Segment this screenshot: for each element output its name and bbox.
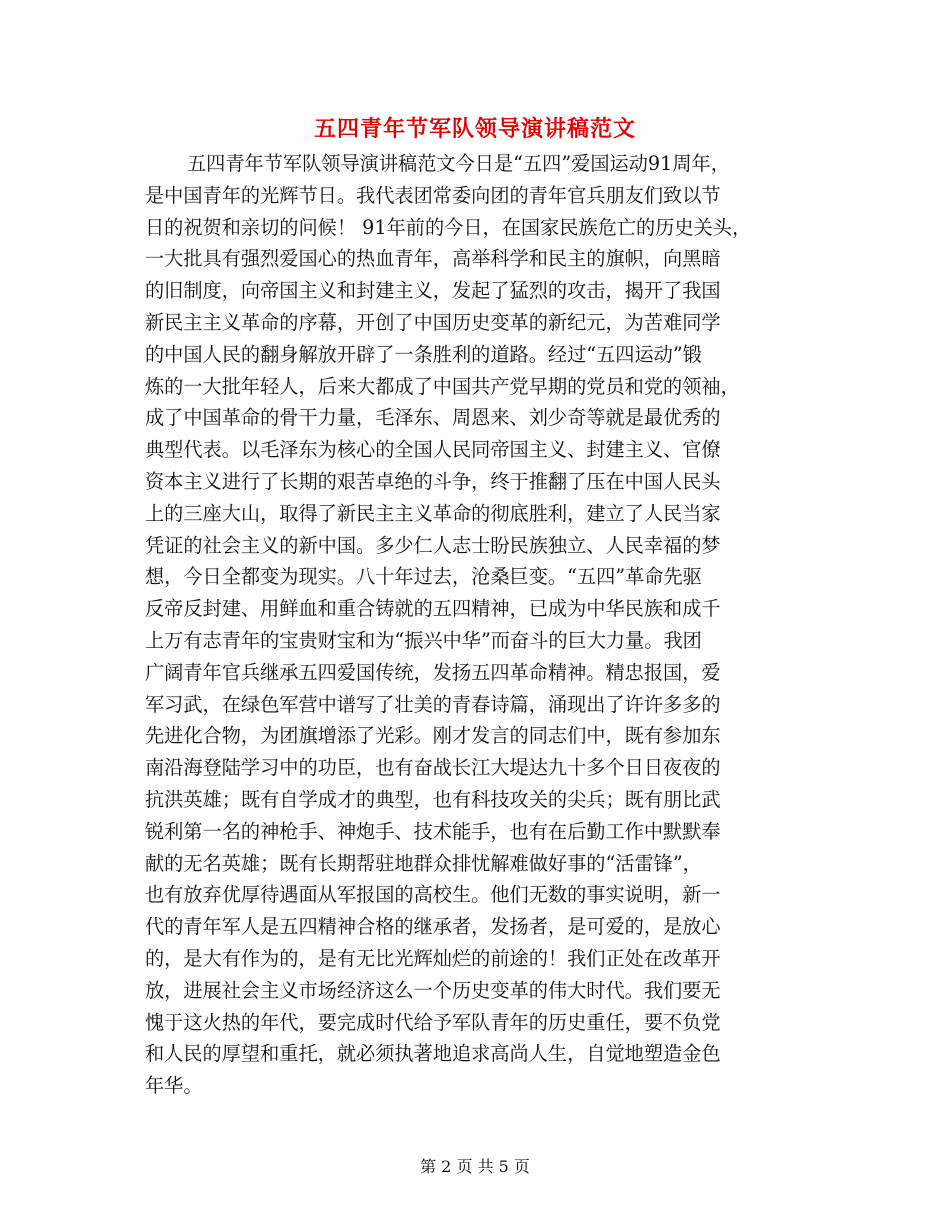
body-line: 上的三座大山，取得了新民主主义革命的彻底胜利，建立了人民当家 xyxy=(145,501,721,525)
body-line: 五四青年节军队领导演讲稿范文今日是“五四”爱国运动91周年， xyxy=(187,152,730,175)
body-line: 愧于这火热的年代，要完成时代给予军队青年的历史重任，要不负党 xyxy=(145,1010,721,1034)
body-line: 锐利第一名的神枪手、神炮手、技术能手，也有在后勤工作中默默奉 xyxy=(145,819,721,843)
body-line: 反帝反封建、用鲜血和重合铸就的五四精神，已成为中华民族和成千 xyxy=(145,597,721,621)
page-title: 五四青年节军队领导演讲稿范文 xyxy=(313,117,636,142)
body-line: 日的祝贺和亲切的问候！ 91年前的今日，在国家民族危亡的历史关头， xyxy=(145,215,752,239)
page-number-footer: 第 2 页 共 5 页 xyxy=(420,1157,530,1176)
body-line: 资本主义进行了长期的艰苦卓绝的斗争，终于推翻了压在中国人民头 xyxy=(145,469,721,493)
body-line: 典型代表。以毛泽东为核心的全国人民同帝国主义、封建主义、官僚 xyxy=(145,438,721,462)
body-line: 是中国青年的光辉节日。我代表团常委向团的青年官兵朋友们致以节 xyxy=(145,183,721,207)
body-line: 想，今日全都变为现实。八十年过去，沧桑巨变。“五四”革命先驱 xyxy=(145,565,702,589)
body-line: 放，进展社会主义市场经济这么一个历史变革的伟大时代。我们要无 xyxy=(145,978,721,1002)
body-line: 的，是大有作为的，是有无比光辉灿烂的前途的！我们正处在改革开 xyxy=(145,946,721,970)
body-line: 年华。 xyxy=(145,1074,203,1098)
body-line: 和人民的厚望和重托，就必须执著地追求高尚人生，自觉地塑造金色 xyxy=(145,1042,721,1066)
body-line: 也有放弃优厚待遇面从军报国的高校生。他们无数的事实说明，新一 xyxy=(145,883,721,907)
body-line: 成了中国革命的骨干力量，毛泽东、周恩来、刘少奇等就是最优秀的 xyxy=(145,406,721,430)
body-line: 的旧制度，向帝国主义和封建主义，发起了猛烈的攻击，揭开了我国 xyxy=(145,279,721,303)
document-body xyxy=(145,148,835,1102)
body-line: 一大批具有强烈爱国心的热血青年，高举科学和民主的旗帜，向黑暗 xyxy=(145,247,721,271)
body-line: 南沿海登陆学习中的功臣，也有奋战长江大堤达九十多个日日夜夜的 xyxy=(145,756,721,780)
body-line: 先进化合物，为团旗增添了光彩。刚才发言的同志们中，既有参加东 xyxy=(145,724,721,748)
body-line: 抗洪英雄；既有自学成才的典型，也有科技攻关的尖兵；既有朋比武 xyxy=(145,787,721,811)
body-line: 军习武，在绿色军营中谱写了壮美的青春诗篇，涌现出了许许多多的 xyxy=(145,692,721,716)
body-line: 炼的一大批年轻人，后来大都成了中国共产党早期的党员和党的领袖， xyxy=(145,374,740,398)
body-line: 新民主主义革命的序幕，开创了中国历史变革的新纪元，为苦难同学 xyxy=(145,310,721,334)
body-line: 凭证的社会主义的新中国。多少仁人志士盼民族独立、人民幸福的梦 xyxy=(145,533,721,557)
body-line: 的中国人民的翻身解放开辟了一条胜利的道路。经过“五四运动”锻 xyxy=(145,342,702,366)
body-line: 代的青年军人是五四精神合格的继承者，发扬者，是可爱的，是放心 xyxy=(145,915,721,939)
body-line: 献的无名英雄；既有长期帮驻地群众排忧解难做好事的“活雷锋”， xyxy=(145,851,702,875)
body-line: 上万有志青年的宝贵财宝和为“振兴中华”而奋斗的巨大力量。我团 xyxy=(145,628,702,652)
body-line: 广阔青年官兵继承五四爱国传统，发扬五四革命精神。精忠报国，爱 xyxy=(145,660,721,684)
